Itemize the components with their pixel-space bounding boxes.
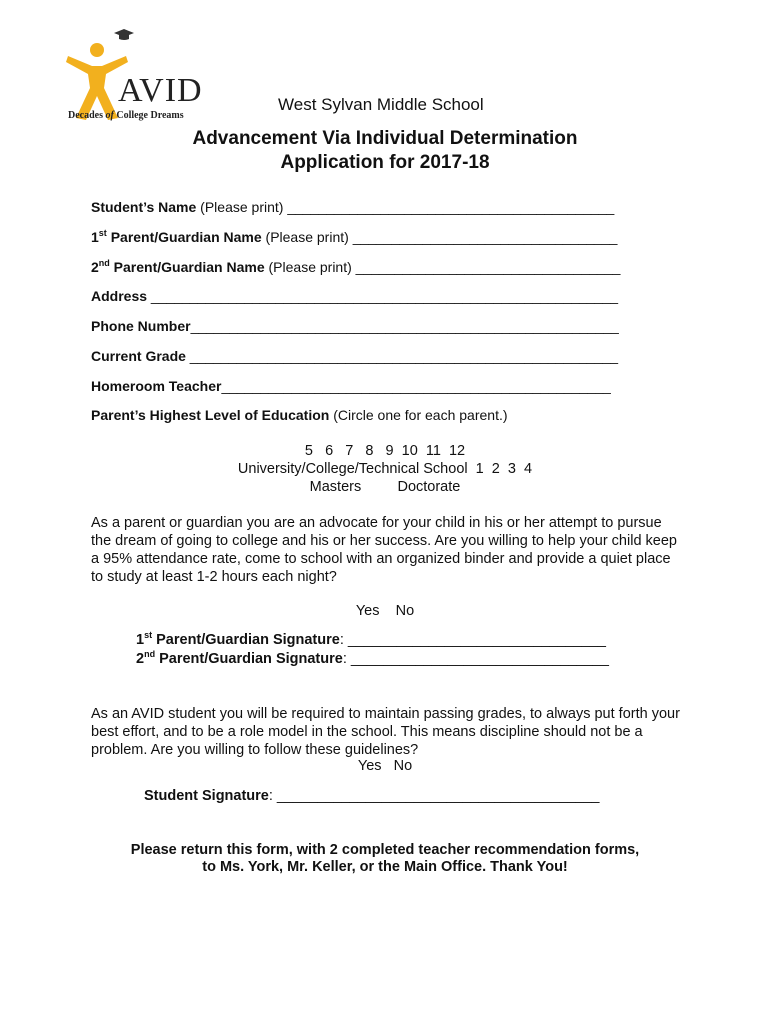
avid-tagline: Decades of College Dreams [68, 110, 184, 121]
student-name-field[interactable]: Student’s Name (Please print) __________________________________________ [91, 199, 615, 215]
parent1-name-field[interactable]: 1st Parent/Guardian Name (Please print) __________________________________ [91, 228, 618, 245]
student-signature-field[interactable]: Student Signature: ________________________________________ [144, 788, 600, 804]
education-grades-options[interactable]: 5 6 7 8 9 10 11 12 [304, 443, 466, 459]
education-college-options[interactable]: University/College/Technical School 1 2 3 4 [237, 461, 533, 477]
student-yes-no[interactable]: Yes No [357, 758, 413, 774]
phone-field[interactable]: Phone Number_______________________________________________________ [91, 318, 619, 334]
form-title: Advancement Via Individual Determination [192, 128, 578, 149]
parent2-signature-field[interactable]: 2nd Parent/Guardian Signature: ________________________________ [136, 649, 609, 667]
return-instructions-line1: Please return this form, with 2 completed teacher recommendation forms, [130, 842, 640, 858]
address-field[interactable]: Address ____________________________________________________________ [91, 288, 619, 304]
parent-commitment-paragraph: As a parent or guardian you are an advocate for your child in his or her attempt to pursue the dream of going to college and his or her success. Are you willing to help your child keep a 95% attendance rate, come to school with an organized binder and provide a quiet place to study at least 1-2 hours each night? [91, 515, 677, 585]
student-commitment-paragraph: As an AVID student you will be required to maintain passing grades, to always put forth your best effort, and to be a role model in the school. This means discipline should not be a problem. Are you willing to follow these guidelines? [91, 706, 680, 758]
education-label: Parent’s Highest Level of Education (Circle one for each parent.) [91, 407, 508, 423]
parent2-name-field[interactable]: 2nd Parent/Guardian Name (Please print) __________________________________ [91, 258, 621, 275]
return-instructions-line2: to Ms. York, Mr. Keller, or the Main Office. Thank You! [202, 859, 568, 875]
homeroom-teacher-field[interactable]: Homeroom Teacher__________________________________________________ [91, 378, 611, 394]
avid-wordmark: AVID [118, 72, 203, 109]
school-name: West Sylvan Middle School [278, 95, 484, 114]
parent1-signature-field[interactable]: 1st Parent/Guardian Signature: ________________________________ [136, 630, 606, 648]
education-advanced-options[interactable]: Masters Doctorate [309, 479, 461, 495]
current-grade-field[interactable]: Current Grade _______________________________________________________ [91, 348, 619, 364]
form-subtitle: Application for 2017-18 [280, 152, 490, 173]
graduation-cap-icon [112, 28, 136, 42]
parent-yes-no[interactable]: Yes No [355, 603, 415, 619]
